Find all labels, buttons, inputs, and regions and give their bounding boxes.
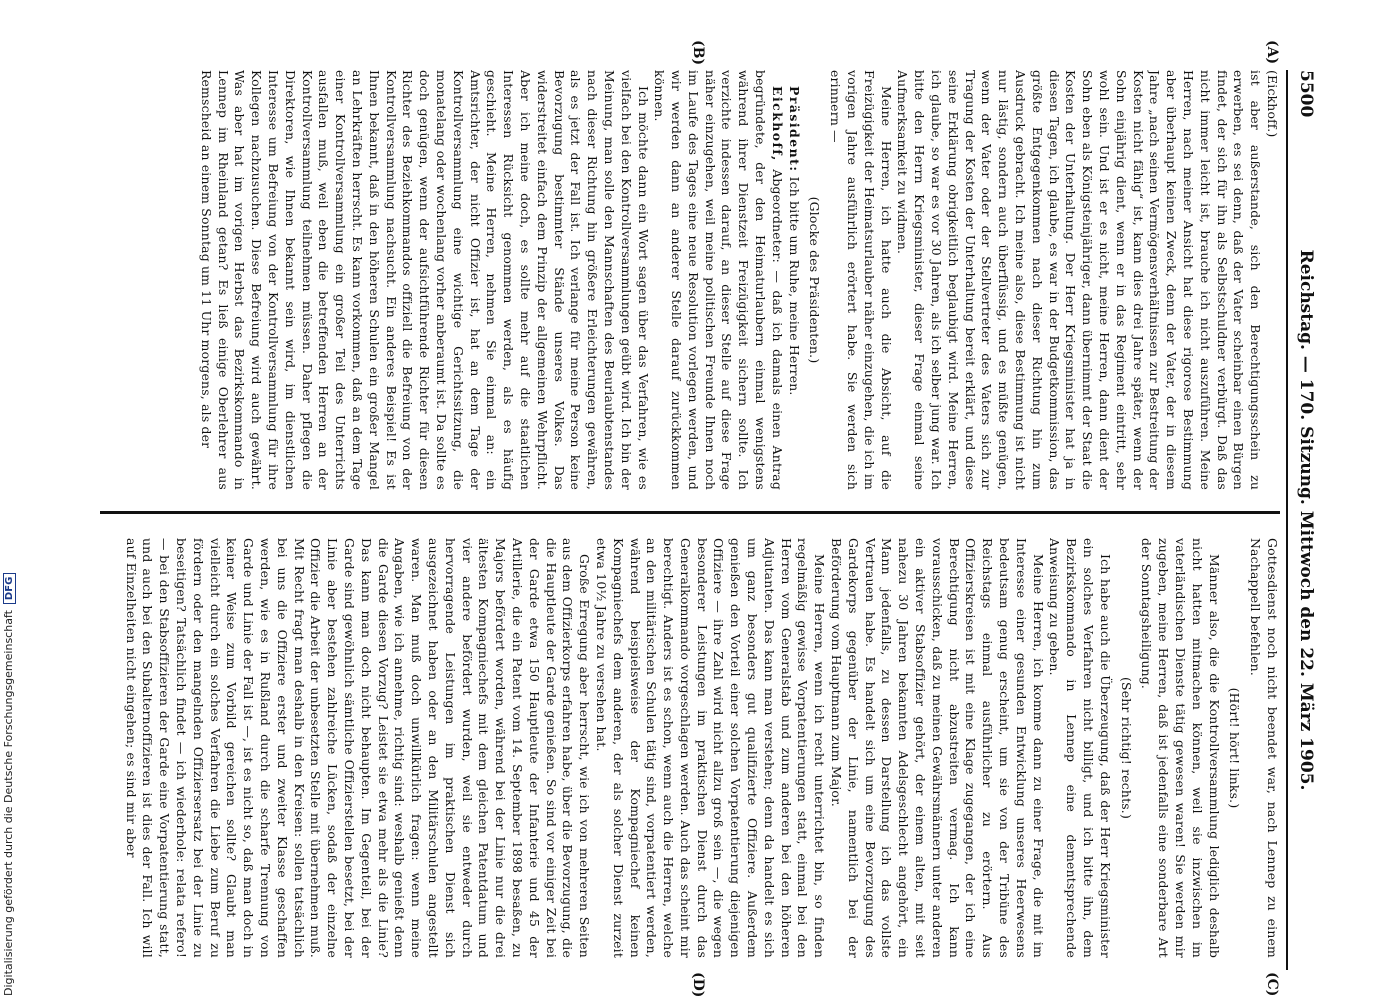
statement-text: Ich bitte um Ruhe, meine Herren. [786, 176, 802, 396]
margin-marker-a: (A) [1264, 40, 1280, 65]
paragraph: Gottesdienst noch nicht beendet war, nach Lennep zu einem Nachappell befehlen. [1248, 538, 1280, 958]
paragraph: Männer also, die die Kontrollversammlung lediglich deshalb nicht hatten mitmachen können, weil sie inzwischen im vaterländischen Dienste tätig gewesen waren! Sie werden mir zugeben, meine Herren, daß ist jedenfalls eine sonderbare Art der Sonntagsheiligung. [1139, 538, 1222, 958]
page-number: 5500 [1296, 70, 1316, 118]
footer-text: Digitalisierung gefördert durch die Deutsche Forschungsgemeinschaft [2, 610, 15, 996]
speaker-name: Eickhoff, [769, 86, 785, 162]
header-rule [1286, 70, 1288, 970]
right-column [90, 538, 1280, 958]
paragraph: Meine Herren, wenn ich recht unterrichtet bin, so finden regelmäßig gewisse Vorpatentierungen statt, einmal bei den Herren vom Generalstab und zum anderen bei den höheren Adjutanten. Das kann man verstehen; denn da handelt es sich um ganz besonders gut qualifizierte Offiziere. Außerdem genießen den Vorteil einer solchen Vorpatentierung diejenigen Offiziere — ihre Zahl wird nicht allzu groß sein —, die wegen besonderer Leistungen im praktischen Dienst durch das Generalkommando vorgeschlagen werden. Auch das scheint mir berechtigt. Anders ist es schon, wenn auch die Herren, welche an den militärischen Schulen tätig sind, vorpatentiert werden, während beispielsweise der Kompagniechef keinen Kompagniechefs dem anderen, der als solcher Dienst zurzeit etwa 10½ Jahre zu versehen hat. [593, 538, 828, 958]
paragraph: Meine Herren, ich komme dann zu einer Frage, die mit im Interesse einer gesunden Entwicklung unseres Heerwesens bedeutsam genug erscheint, um sie von der Tribüne des Reichstags einmal ausführlicher zu erörtern. Aus Offizierskreisen ist mit eine Klage zugegangen, der ich eine Berechtigung nicht abzustreiten vermag. Ich kann vorausschicken, daß zu meinen Gewährsmännern unter anderen ein aktiver Stabsoffizier gehört, der einem alten, mit seit nahezu 30 Jahren bekannten Adelsgeschlecht angehört, ein Mann jedenfalls, zu dessen Darstellung ich das vollste Vertrauen habe. Es handelt sich um eine Bevorzugung des Gardekorps gegenüber der Linie, namentlich bei der Beförderung vom Hauptmann zum Major. [829, 538, 1046, 958]
paragraph: Ich habe auch die Überzeugung, daß der Herr Kriegsminister ein solches Verfahren nicht billigt, und ich bitte ihn, dem Bezirkskommando in Lennep eine dementsprechende Anweisung zu geben. [1047, 538, 1113, 958]
speaker-role: Abgeordneter: [769, 169, 785, 264]
document-page [66, 40, 1316, 998]
statement-text: — daß ich damals einen Antrag begründete, der den Heimaturlaubern einmal wenigstens während ihrer Dienstzeit Freizügigkeit sichern sollte. Ich verzichte indessen darauf, an dieser Stelle auf diese Frage näher einzugehen, weil meine politischen Freunde Ihnen noch im Laufe des Tages eine neue Resolution vorlegen werden, und wir werden dann an anderer Stelle darauf zurückkommen können. [652, 70, 785, 490]
left-column [90, 70, 1280, 490]
paragraph [651, 70, 785, 490]
margin-marker-d: (D) [690, 972, 706, 998]
stage-direction: (Glocke des Präsidenten.) [807, 196, 823, 364]
stage-direction: (Sehr richtig! rechts.) [1118, 677, 1134, 819]
paragraph: Ich möchte dann ein Wort sagen über das Verfahren, wie es vielfach bei den Kontrollversammlungen geübt wird. Ich bin der Meinung, man solle den Mannschaften des Beurlaubtenstandes nach dieser Richtung hin größere Erleichterungen gewähren, als es jetzt der Fall ist. Ich verlange für meine Person keine Bevorzugung bestimmter Stände unseres Volkes. Das widerstreitet einfach dem Prinzip der allgemeinen Wehrpflicht. Aber ich meine doch, es sollte mehr auf die staatlichen Interessen Rücksicht genommen werden, als es häufig geschieht. Meine Herren, nehmen Sie einmal an: ein Amtsrichter, der nicht Offizier ist, hat an dem Tage der Kontrollversammlung eine wichtige Gerichtssitzung, die monatelang oder wochenlang vorher anberaumt ist. Da sollte es doch genügen, wenn der aufsichtführende Richter für diesen Richter des Beziehkommandos offiziell die Befreiung von der Kontrollversammlung nachsucht. Ein anderes Beispiel! Es ist Ihnen bekannt, daß in den höheren Schulen ein großer Mangel an Lehrkräften herrscht. Es kann vorkommen, daß an dem Tage einer Kontrollversammlung ein großer Teil des Unterrichts ausfallen muß, weil eben die betreffenden Herren an der Kontrollversammlung teilnehmen müssen. Daher pflegen die Direktoren, wie Ihnen bekannt sein wird, im dienstlichen Interesse um Befreiung von der Kontrollversammlung für ihre Kollegen nachzusuchen. Diese Befreiung wird auch gewährt. Was aber hat im vorigen Herbst das Bezirkskommando in Lennep im Rheinland getan? Es ließ einige Oberlehrer aus Remscheid an einem Sonntag um 11 Uhr morgens, als der [198, 70, 651, 490]
margin-marker-c: (C) [1264, 972, 1280, 997]
digitization-footer [2, 573, 16, 996]
margin-marker-b: (B) [690, 40, 706, 66]
paragraph: Große Erregung aber herrscht, wie ich von mehreren Seiten aus dem Offizierkorps erfahren habe, über die Bevorzugung, die die Hauptleute der Garde genießen. So sind vor einiger Zeit bei der Garde etwa 150 Hauptleute der Infanterie und 45 der Artillerie, die ein Patent vom 14. September 1898 besaßen, zu Majors befördert worden, während bei der Linie nur die drei ältesten Kompagniechefs mit dem gleichen Patentdatum und vier andere befördert wurden, weil sie entweder durch hervorragende Leistungen im praktischen Dienst sich ausgezeichnet haben oder an den Militärschulen angestellt waren. Man muß doch unwillkürlich fragen: wenn meine Angaben, wie ich annehme, richtig sind: weshalb genießt denn die Garde diesen Vorzug? Leistet sie etwa mehr als die Linie? Das kann man doch nicht behaupten. Im Gegenteil, bei der Garde sind gewöhnlich sämtliche Offizierstellen besetzt, bei der Linie aber bestehen zahlreiche Lücken, sodaß der einzelne Offizier die Arbeit der unbesetzten Stelle mit übernehmen muß. Mit Recht fragt man deshalb in den Kreisen: sollen tatsächlich bei uns die Offiziere erster und zweiter Klasse geschaffen werden, wie es in Rußland durch die scharfe Trennung von Garde und Linie der Fall ist —, ist es nicht so, daß man doch in keiner Weise zum Vorbild gereichen sollte? Glaubt man vielleicht durch ein solches Verfahren die Liebe zum Beruf zu fördern oder den mangelnden Offiziersersatz bei der Linie zu beseitigen? Tatsächlich findet — ich wiederhole: relata refero! — bei den Stabsoffizieren der Garde eine Vorpatentierung statt, und auch bei den Subalternoffizieren ist dies der Fall. Ich will auf Einzelheiten nicht eingehen; es sind mir aber [123, 538, 593, 958]
president-statement [785, 70, 802, 490]
column-divider [100, 511, 1280, 514]
dfg-logo: DFG [3, 573, 16, 604]
paragraph: Meine Herren, ich hatte auch die Absicht, auf die Freizügigkeit der Heimatsurlauber näher einzugehen, die ich im vorigen Jahre ausführlich erörtert habe. Sie werden sich erinnern — [828, 70, 894, 490]
running-title: Reichstag. — 170. Sitzung. Mittwoch den 22. März 1905. [1296, 249, 1316, 791]
stage-direction: (Hört! hört! links.) [1227, 687, 1243, 809]
speaker-tag: (Eickhoff.) [1265, 70, 1280, 138]
speaker-name: Präsident: [786, 86, 802, 173]
paragraph: ist aber außerstande, sich den Berechtigungsschein zu erwerben, es sei denn, daß der Vater scheinbar einen Bürgen findet, der sich für ihn als Selbstschuldner verbürgt. Daß das nicht immer leicht ist, brauche ich nicht auszuführen. Meine Herren, nach meiner Ansicht hat diese rigorose Bestimmung aber überhaupt keinen Zweck, denn der Vater, der in diesem Jahre „nach seinen Vermögensverhältnissen zur Bestreitung der Kosten nicht fähig“ ist, kann dies drei Jahre später, wenn der Sohn einjährig dient, wenn er in das Regiment eintritt, sehr wohl sein. Und ist er es nicht, meine Herren, dann dient der Sohn eben als Königsteinjähriger, dann übernimmt der Staat die Kosten der Unterhaltung. Der Herr Kriegsminister hat ja in diesen Tagen, ich glaube, es war in der Budgetkommission, das größte Entgegenkommen nach dieser Richtung hin zum Ausdruck gebracht. Ich meine also, diese Bestimmung ist nicht nur lästig, sondern auch überflüssig, und es müßte genügen, wenn der Vater oder der Stellvertreter des Vaters sich zur Tragung der Kosten der Unterhaltung bereit erklärt, und diese seine Erklärung obrigkeitlich beglaubigt wird. Meine Herren, ich glaube, so war es vor 30 Jahren, als ich selber jung war. Ich bitte den Herrn Kriegsminister, dieser Frage einmal seine Aufmerksamkeit zu widmen. [895, 70, 1264, 490]
page-header [1290, 70, 1316, 970]
